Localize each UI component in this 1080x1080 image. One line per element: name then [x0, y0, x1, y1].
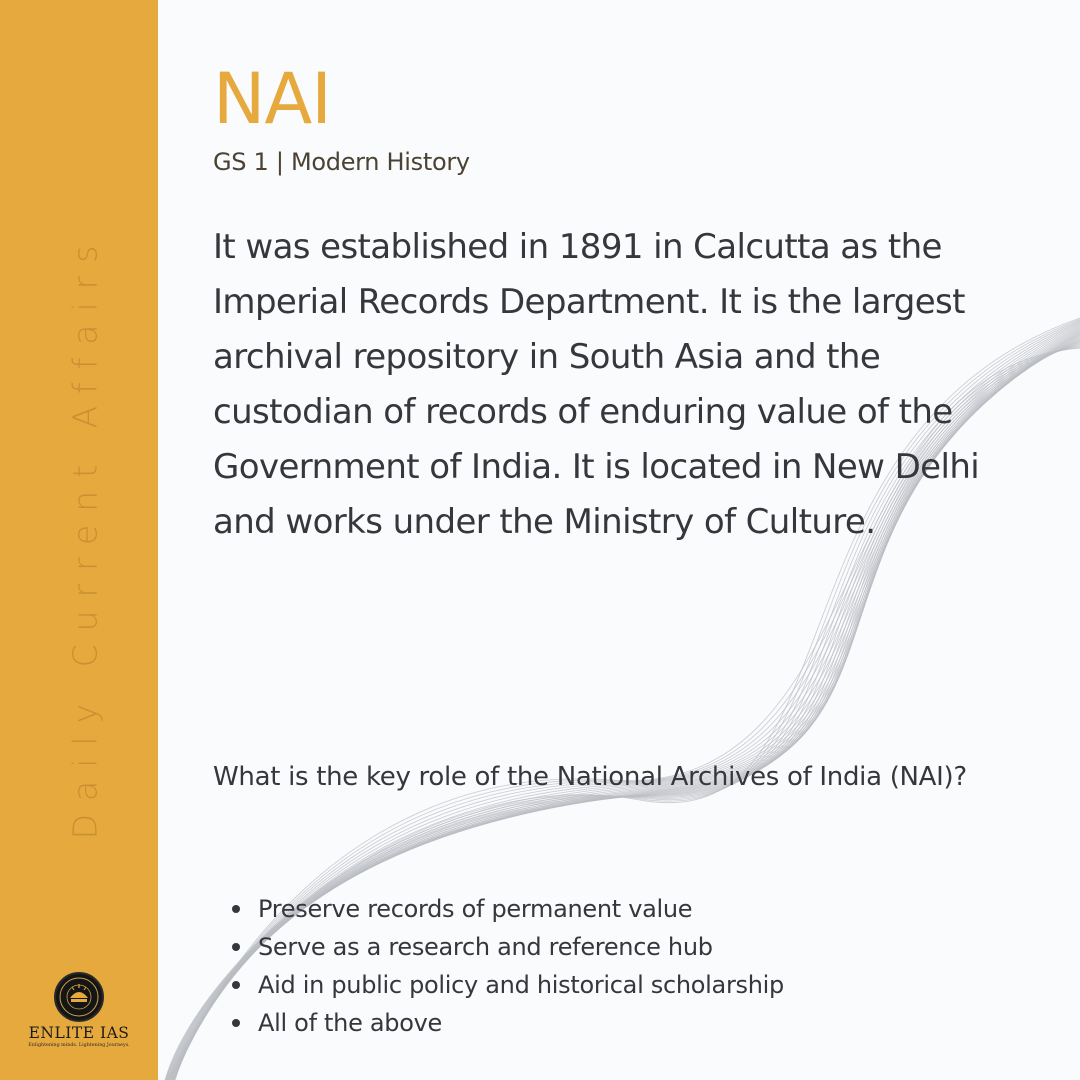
sidebar — [0, 0, 158, 1080]
bullet-icon — [232, 943, 240, 951]
description-text: It was established in 1891 in Calcutta as the Imperial Records Department. It is the largest archival repository in South Asia and the custodian of records of enduring value of the Government of India. It is located in New Delhi and works under the Ministry of Culture. — [213, 227, 980, 542]
option-label: Aid in public policy and historical scholarship — [258, 971, 784, 999]
options-list — [232, 890, 784, 1042]
question-text: What is the key role of the National Archives of India (NAI)? — [213, 762, 967, 792]
page-subtitle: GS 1 | Modern History — [213, 147, 470, 176]
lamp-seal-icon — [54, 972, 104, 1022]
option-item — [232, 928, 784, 966]
option-item — [232, 1004, 784, 1042]
option-label: All of the above — [258, 1009, 442, 1037]
option-label: Preserve records of permanent value — [258, 895, 693, 923]
bullet-icon — [232, 981, 240, 989]
brand-logo — [0, 972, 158, 1048]
option-label: Serve as a research and reference hub — [258, 933, 713, 961]
bullet-icon — [232, 1019, 240, 1027]
brand-tagline: Enlightening minds. Lightening Journeys. — [28, 1043, 130, 1048]
main-content — [213, 58, 1043, 542]
option-item — [232, 890, 784, 928]
brand-name: ENLITE IAS — [28, 1024, 130, 1042]
bullet-icon — [232, 905, 240, 913]
vertical-label: Daily Current Affairs — [65, 232, 105, 840]
page-title: NAI — [213, 58, 331, 140]
option-item — [232, 966, 784, 1004]
